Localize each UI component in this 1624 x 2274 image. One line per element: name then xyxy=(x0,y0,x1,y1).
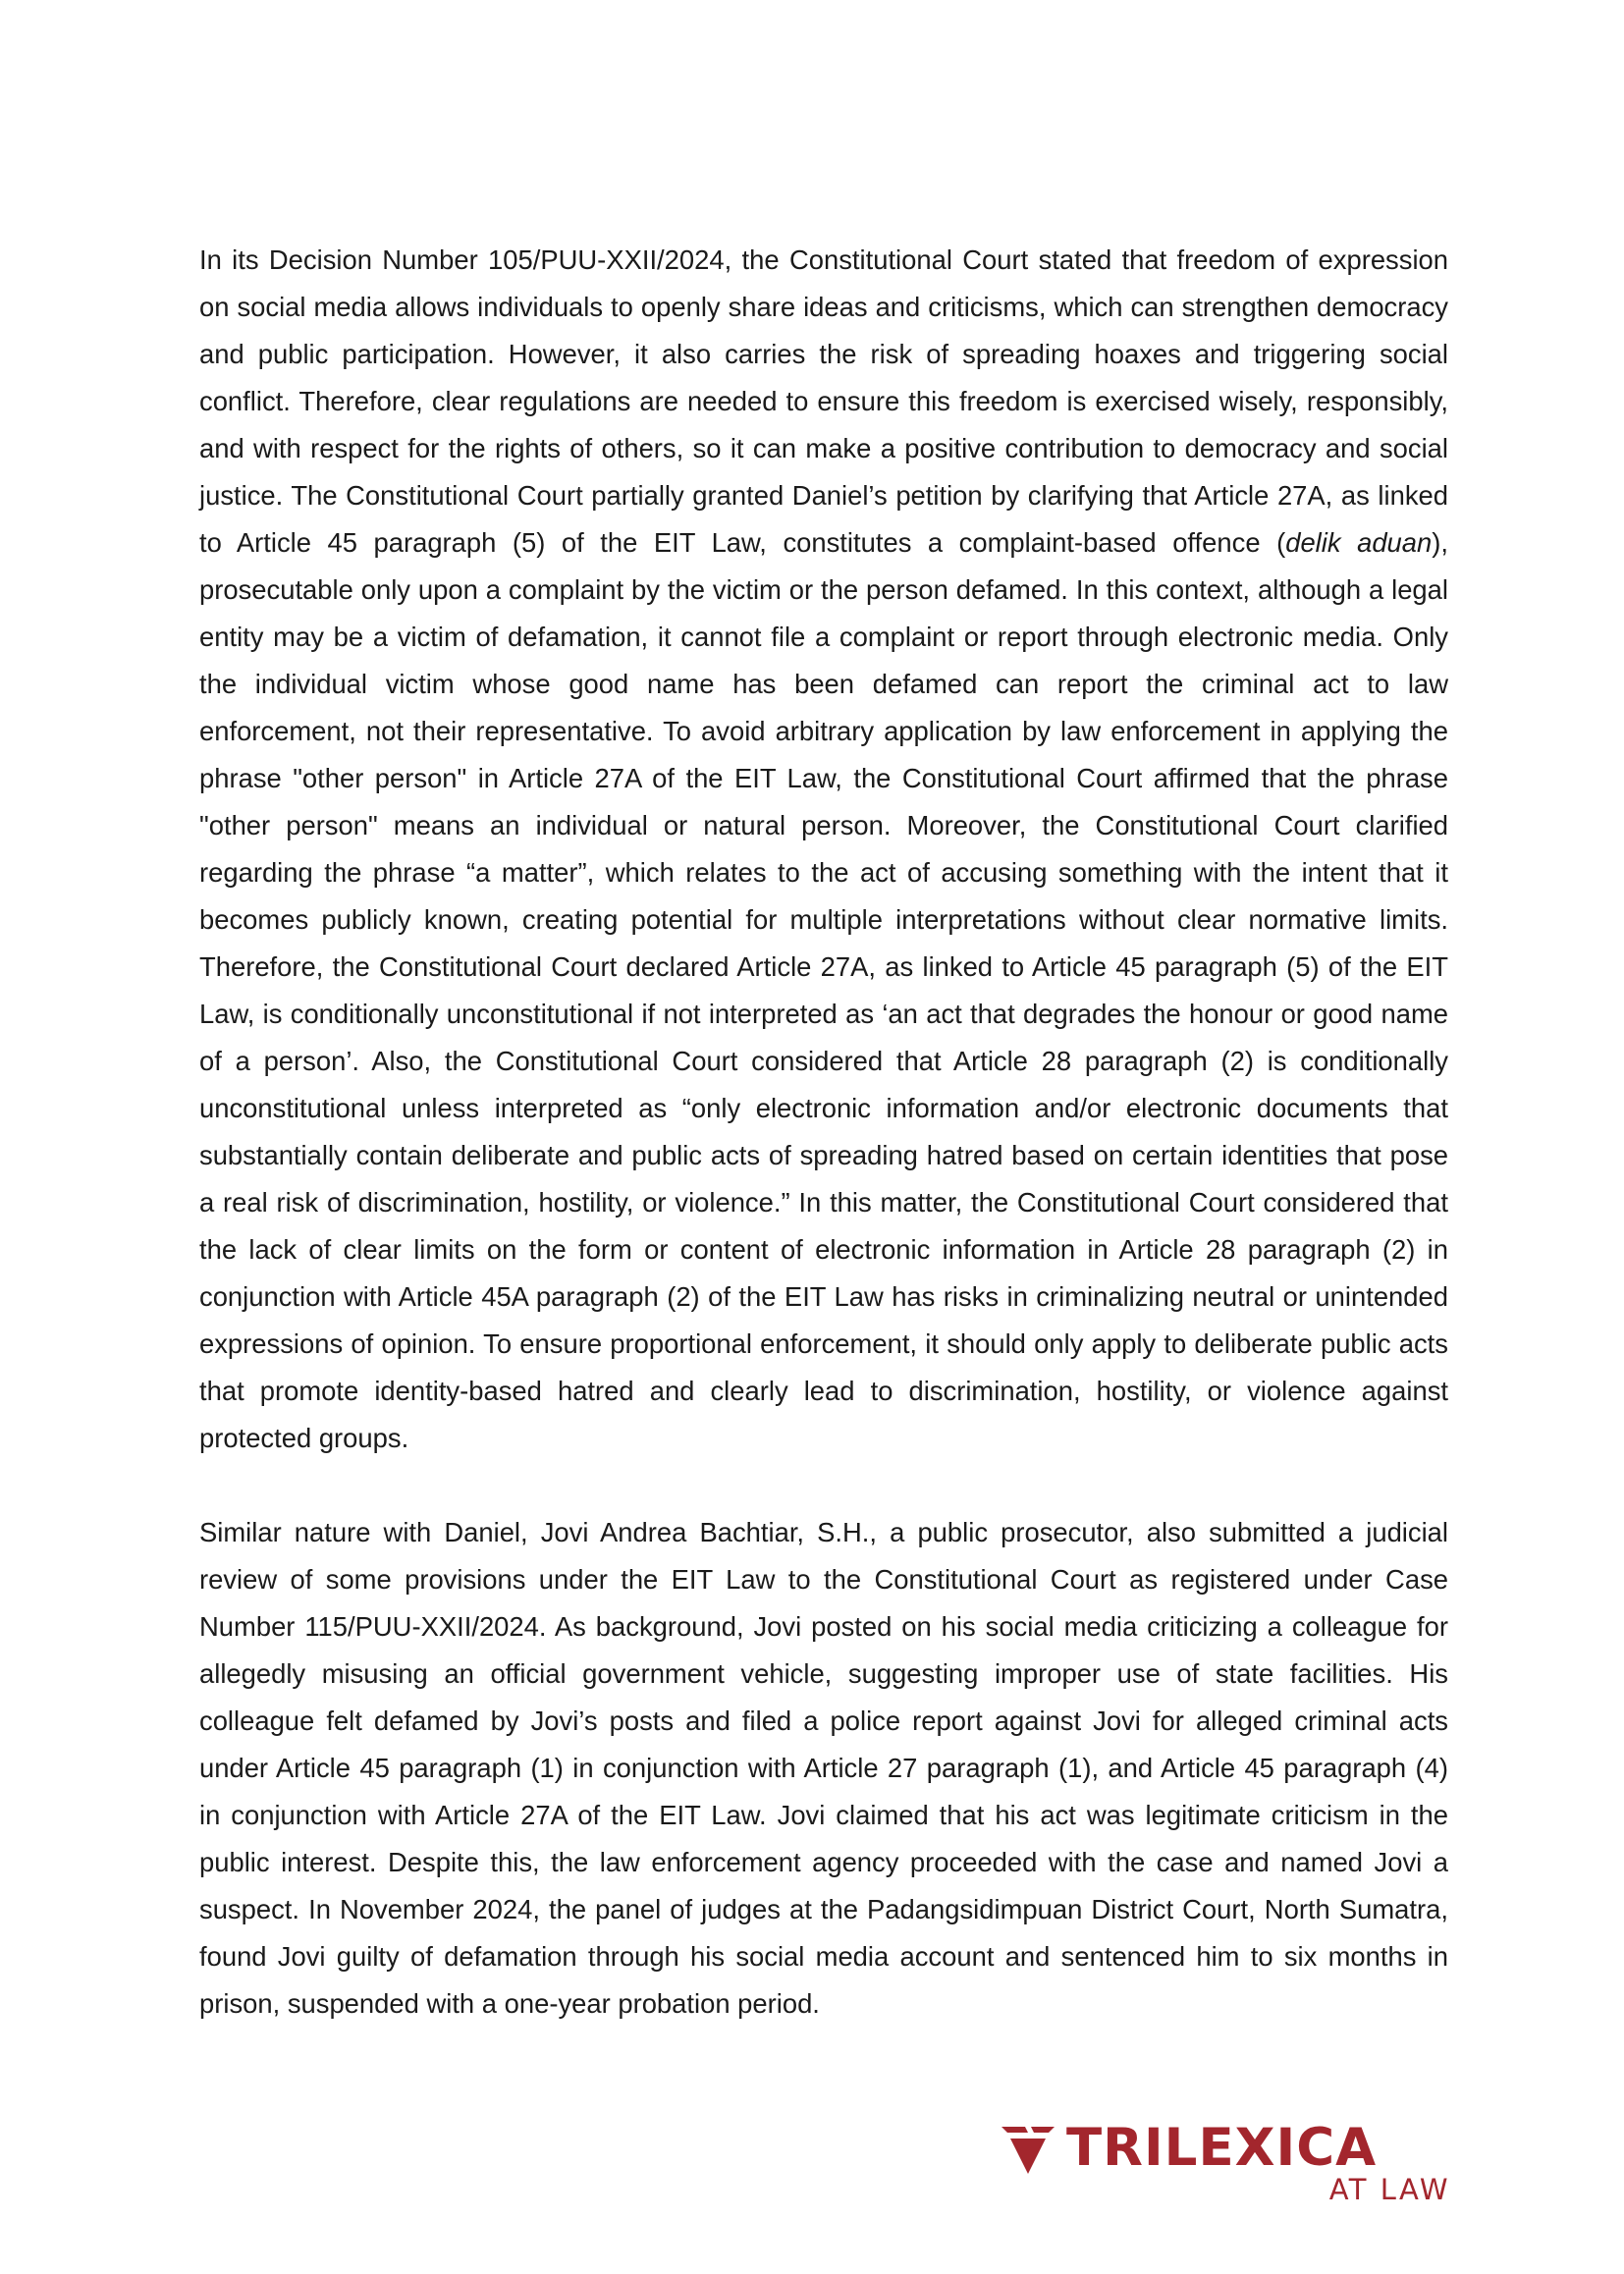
chevron-left-shape xyxy=(1001,2127,1028,2133)
italic-term-delik-aduan: delik aduan xyxy=(1285,527,1433,558)
chevron-right-shape xyxy=(1031,2127,1055,2133)
trilexica-chevron-icon xyxy=(1001,2127,1055,2174)
logo-tagline: AT LAW xyxy=(1328,2173,1450,2206)
paragraph-text: ), prosecutable only upon a complaint by the victim or the person defamed. In this context, although a legal entity may be a victim of defamation, it cannot file a complaint or report through electronic media. Only the individual victim whose good name has been defamed can report the criminal act to law enforcement, not their representative. To avoid arbitrary application by law enforcement in applying the phrase "other person" in Article 27A of the EIT Law, the Constitutional Court affirmed that the phrase "other person" means an individual or natural person. Moreover, the Constitutional Court clarified regarding the phrase “a matter”, which relates to the act of accusing something with the intent that it becomes publicly known, creating potential for multiple interpretations without clear normative limits. Therefore, the Constitutional Court declared Article 27A, as linked to Article 45 paragraph (5) of the EIT Law, is conditionally unconstitutional if not interpreted as ‘an act that degrades the honour or good name of a person’. Also, the Constitutional Court considered that Article 28 paragraph (2) is conditionally unconstitutional unless interpreted as “only electronic information and/or electronic documents that substantially contain deliberate and public acts of spreading hatred based on certain identities that pose a real risk of discrimination, hostility, or violence.” In this matter, the Constitutional Court considered that the lack of clear limits on the form or content of electronic information in Article 28 paragraph (2) in conjunction with Article 45A paragraph (2) of the EIT Law has risks in criminalizing neutral or unintended expressions of opinion. To ensure proportional enforcement, it should only apply to deliberate public acts that promote identity-based hatred and clearly lead to discrimination, hostility, or violence against protected groups. xyxy=(199,527,1448,1453)
paragraph-case-115 xyxy=(199,1509,1448,2028)
paragraph-text: In its Decision Number 105/PUU-XXII/2024, the Constitutional Court stated that freedom of expression on social media allows individuals to openly share ideas and criticisms, which can strengthen democracy and public participation. However, it also carries the risk of spreading hoaxes and triggering social conflict. Therefore, clear regulations are needed to ensure this freedom is exercised wisely, responsibly, and with respect for the rights of others, so it can make a positive contribution to democracy and social justice. The Constitutional Court partially granted Daniel’s petition by clarifying that Article 27A, as linked to Article 45 paragraph (5) of the EIT Law, constitutes a complaint-based offence ( xyxy=(199,244,1448,558)
document-body xyxy=(199,237,1448,2028)
chevron-bottom-shape xyxy=(1010,2139,1046,2174)
logo-name: TRILEXICA xyxy=(1066,2118,1378,2178)
trilexica-logo xyxy=(1001,2118,1453,2206)
paragraph-text: Similar nature with Daniel, Jovi Andrea Bachtiar, S.H., a public prosecutor, also submitted a judicial review of some provisions under the EIT Law to the Constitutional Court as registered under Case Number 115/PUU-XXII/2024. As background, Jovi posted on his social media criticizing a colleague for allegedly misusing an official government vehicle, suggesting improper use of state facilities. His colleague felt defamed by Jovi’s posts and filed a police report against Jovi for alleged criminal acts under Article 45 paragraph (1) in conjunction with Article 27 paragraph (1), and Article 45 paragraph (4) in conjunction with Article 27A of the EIT Law. Jovi claimed that his act was legitimate criticism in the public interest. Despite this, the law enforcement agency proceeded with the case and named Jovi a suspect. In November 2024, the panel of judges at the Padangsidimpuan District Court, North Sumatra, found Jovi guilty of defamation through his social media account and sentenced him to six months in prison, suspended with a one-year probation period. xyxy=(199,1517,1448,2019)
paragraph-decision-105 xyxy=(199,237,1448,1462)
